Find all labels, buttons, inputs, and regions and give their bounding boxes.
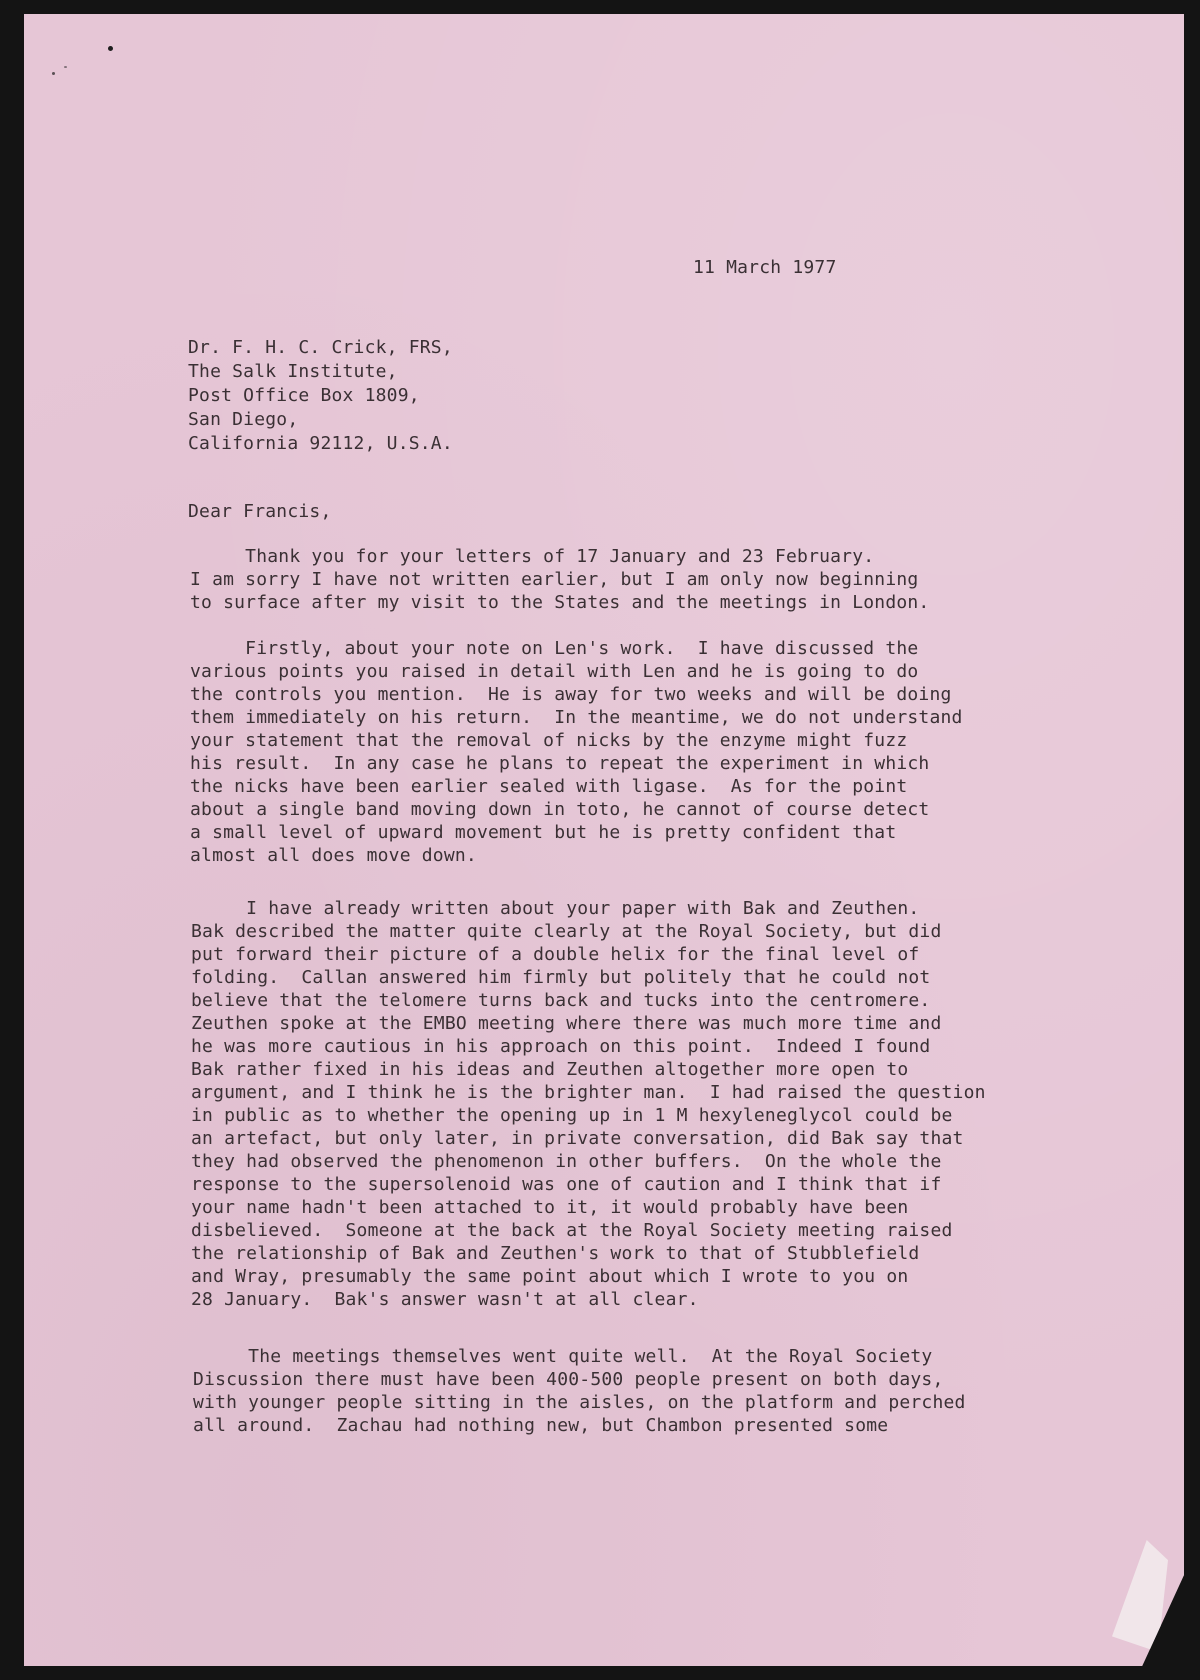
ink-speck bbox=[52, 72, 55, 75]
paragraph-line: they had observed the phenomenon in other buffers. On the whole the bbox=[191, 1151, 942, 1172]
paragraph-line: Bak described the matter quite clearly at the Royal Society, but did bbox=[191, 921, 942, 942]
paragraph-line: about a single band moving down in toto, he cannot of course detect bbox=[190, 799, 930, 820]
letter-date: 11 March 1977 bbox=[693, 257, 837, 278]
paragraph-line: in public as to whether the opening up in 1 M hexyleneglycol could be bbox=[191, 1105, 953, 1126]
paragraph-line: believe that the telomere turns back and tucks into the centromere. bbox=[191, 990, 931, 1011]
paragraph-line: response to the supersolenoid was one of caution and I think that if bbox=[191, 1174, 942, 1195]
paragraph-line: a small level of upward movement but he is pretty confident that bbox=[190, 822, 897, 843]
paragraph-line: his result. In any case he plans to repeat the experiment in which bbox=[190, 753, 930, 774]
paragraph-line: an artefact, but only later, in private conversation, did Bak say that bbox=[191, 1128, 964, 1149]
paragraph-line: the controls you mention. He is away for two weeks and will be doing bbox=[190, 684, 952, 705]
paragraph-line: argument, and I think he is the brighter man. I had raised the question bbox=[191, 1082, 986, 1103]
paragraph-line: almost all does move down. bbox=[190, 845, 477, 866]
paragraph-line: your statement that the removal of nicks by the enzyme might fuzz bbox=[190, 730, 908, 751]
paragraph-line: Bak rather fixed in his ideas and Zeuthen altogether more open to bbox=[191, 1059, 909, 1080]
paragraph-line: the nicks have been earlier sealed with ligase. As for the point bbox=[190, 776, 908, 797]
paragraph-line: and Wray, presumably the same point about which I wrote to you on bbox=[191, 1266, 909, 1287]
address-line: The Salk Institute, bbox=[188, 361, 398, 382]
paragraph-line: your name hadn't been attached to it, it would probably have been bbox=[191, 1197, 909, 1218]
paragraph-line: he was more cautious in his approach on this point. Indeed I found bbox=[191, 1036, 931, 1057]
paragraph-line: Zeuthen spoke at the EMBO meeting where there was much more time and bbox=[191, 1013, 942, 1034]
address-line: Post Office Box 1809, bbox=[188, 385, 420, 406]
address-line: Dr. F. H. C. Crick, FRS, bbox=[188, 337, 453, 358]
paragraph-line: Firstly, about your note on Len's work. I have discussed the bbox=[190, 638, 919, 659]
address-line: California 92112, U.S.A. bbox=[188, 433, 453, 454]
paragraph-line: them immediately on his return. In the meantime, we do not understand bbox=[190, 707, 963, 728]
paragraph-line: the relationship of Bak and Zeuthen's work to that of Stubblefield bbox=[191, 1243, 920, 1264]
paragraph-line: I have already written about your paper with Bak and Zeuthen. bbox=[191, 898, 920, 919]
paragraph-line: folding. Callan answered him firmly but politely that he could not bbox=[191, 967, 931, 988]
paragraph-line: all around. Zachau had nothing new, but Chambon presented some bbox=[193, 1415, 889, 1436]
paragraph-line: to surface after my visit to the States and the meetings in London. bbox=[190, 592, 930, 613]
salutation: Dear Francis, bbox=[188, 501, 332, 522]
ink-speck bbox=[64, 66, 67, 68]
paragraph-line: The meetings themselves went quite well. At the Royal Society bbox=[193, 1346, 933, 1367]
paragraph-line: various points you raised in detail with Len and he is going to do bbox=[190, 661, 919, 682]
paragraph-line: Discussion there must have been 400-500 people present on both days, bbox=[193, 1369, 944, 1390]
address-line: San Diego, bbox=[188, 409, 299, 430]
paragraph-line: 28 January. Bak's answer wasn't at all clear. bbox=[191, 1289, 699, 1310]
ink-speck bbox=[108, 46, 113, 51]
paragraph-line: I am sorry I have not written earlier, but I am only now beginning bbox=[190, 569, 919, 590]
folded-corner bbox=[1112, 1540, 1168, 1652]
paragraph-line: with younger people sitting in the aisles, on the platform and perched bbox=[193, 1392, 966, 1413]
paragraph-line: disbelieved. Someone at the back at the Royal Society meeting raised bbox=[191, 1220, 953, 1241]
paragraph-line: Thank you for your letters of 17 January and 23 February. bbox=[190, 546, 875, 567]
paragraph-line: put forward their picture of a double helix for the final level of bbox=[191, 944, 920, 965]
